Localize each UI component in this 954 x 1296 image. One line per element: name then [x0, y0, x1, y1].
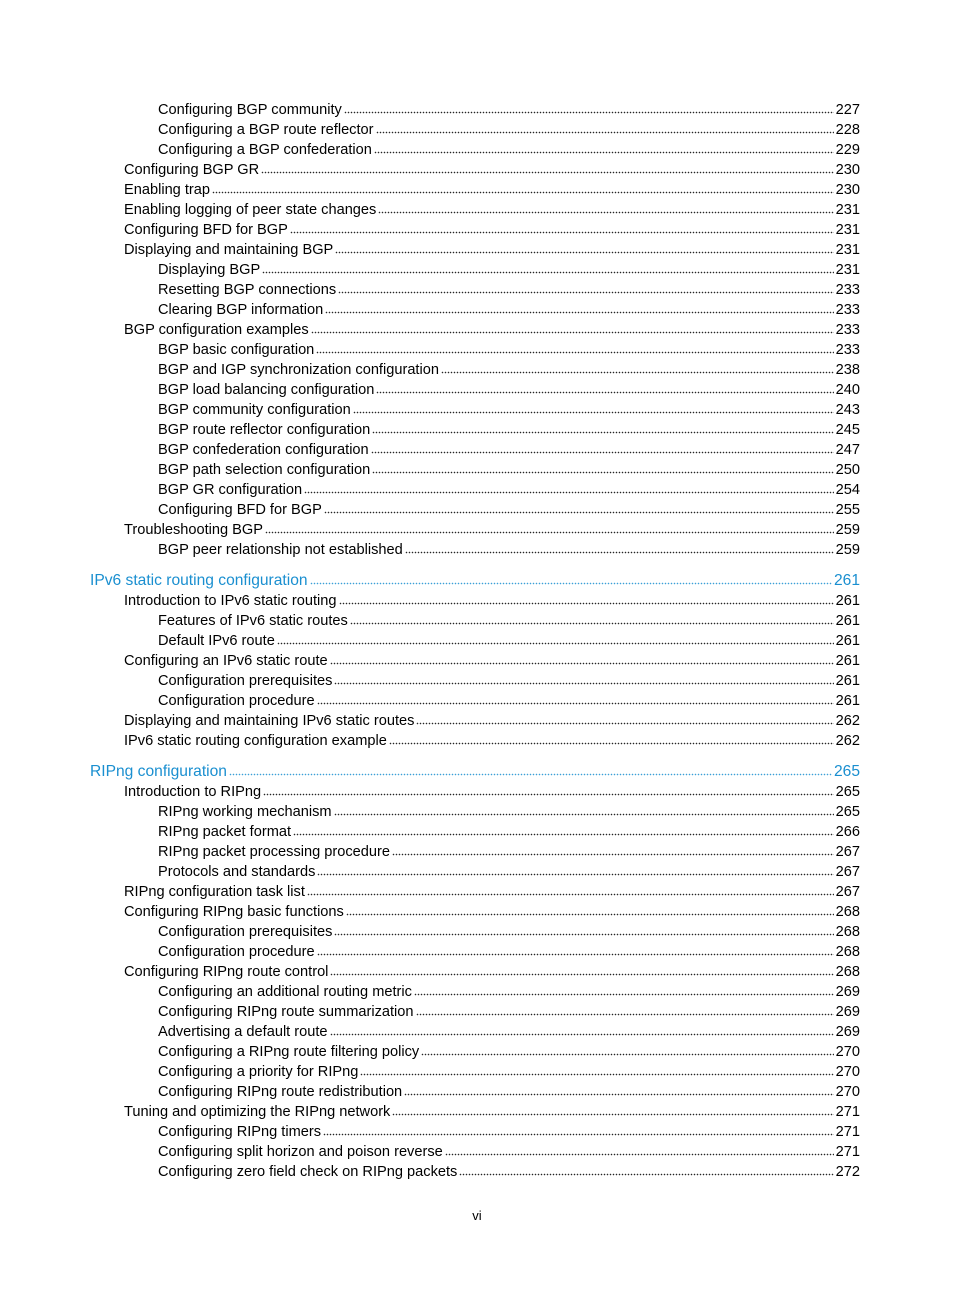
toc-entry-page: 267 — [835, 844, 860, 860]
dot-leader — [350, 620, 834, 626]
toc-entry[interactable] — [0, 1042, 954, 1062]
dot-leader — [339, 600, 834, 606]
dot-leader — [421, 1051, 833, 1057]
dot-leader — [378, 209, 833, 215]
toc-entry[interactable] — [0, 500, 954, 520]
toc-entry-page: 229 — [835, 142, 860, 158]
toc-entry-title: Enabling trap — [124, 182, 211, 198]
toc-entry-title: Displaying BGP — [158, 262, 261, 278]
toc-entry[interactable] — [0, 882, 954, 902]
toc-entry[interactable] — [0, 360, 954, 380]
toc-entry-page: 233 — [835, 342, 860, 358]
toc-entry[interactable] — [0, 160, 954, 180]
dot-leader — [261, 169, 833, 175]
toc-entry-page: 266 — [835, 824, 860, 840]
toc-entry[interactable] — [0, 120, 954, 140]
toc-entry-title: Default IPv6 route — [158, 633, 275, 649]
toc-entry-page: 272 — [835, 1164, 860, 1180]
toc-entry-page: 261 — [835, 673, 860, 689]
toc-entry[interactable] — [0, 440, 954, 460]
dot-leader — [310, 580, 832, 586]
toc-entry-page: 269 — [835, 984, 860, 1000]
toc-entry-page: 270 — [835, 1084, 860, 1100]
toc-entry[interactable] — [0, 1142, 954, 1162]
toc-entry-page: 268 — [835, 904, 860, 920]
toc-entry-title: RIPng packet processing procedure — [158, 844, 391, 860]
toc-entry-page: 259 — [835, 542, 860, 558]
dot-leader — [334, 931, 833, 937]
toc-entry-title: BGP community configuration — [158, 402, 351, 418]
dot-leader — [317, 951, 834, 957]
dot-leader — [335, 249, 833, 255]
toc-entry[interactable] — [0, 1122, 954, 1142]
toc-entry-page: 269 — [835, 1004, 860, 1020]
toc-entry[interactable] — [0, 300, 954, 320]
dot-leader — [338, 289, 833, 295]
toc-entry-page: 259 — [835, 522, 860, 538]
toc-entry-title: Configuring BGP GR — [124, 162, 260, 178]
toc-entry-page: 268 — [835, 944, 860, 960]
dot-leader — [405, 549, 834, 555]
toc-entry[interactable] — [0, 220, 954, 240]
toc-entry-title: Configuring RIPng route summarization — [158, 1004, 414, 1020]
toc-entry[interactable] — [0, 782, 954, 802]
toc-entry-page: 261 — [835, 633, 860, 649]
dot-leader — [212, 189, 834, 195]
dot-leader — [353, 409, 834, 415]
toc-entry-page: 233 — [835, 282, 860, 298]
toc-entry-page: 262 — [835, 713, 860, 729]
toc-entry[interactable] — [0, 862, 954, 882]
toc-entry[interactable] — [0, 520, 954, 540]
toc-entry-page: 230 — [835, 182, 860, 198]
toc-entry[interactable] — [0, 591, 954, 611]
toc-entry-page: 261 — [835, 693, 860, 709]
toc-entry-page: 231 — [835, 222, 860, 238]
toc-entry-title: Introduction to RIPng — [124, 784, 262, 800]
toc-entry-title: Troubleshooting BGP — [124, 522, 263, 538]
dot-leader — [416, 1011, 834, 1017]
dot-leader — [330, 1031, 834, 1037]
toc-entry-page: 233 — [835, 302, 860, 318]
toc-chapter-entry[interactable] — [0, 571, 954, 591]
dot-leader — [290, 229, 834, 235]
dot-leader — [334, 680, 833, 686]
toc-entry-title: Configuring BFD for BGP — [158, 502, 322, 518]
toc-entry[interactable] — [0, 1022, 954, 1042]
toc-entry[interactable] — [0, 340, 954, 360]
toc-entry[interactable] — [0, 1062, 954, 1082]
toc-entry-page: 231 — [835, 242, 860, 258]
toc-entry-title: Configuration procedure — [158, 693, 315, 709]
toc-entry-title: Configuring zero field check on RIPng packets — [158, 1164, 458, 1180]
dot-leader — [317, 700, 834, 706]
toc-entry-title: Tuning and optimizing the RIPng network — [124, 1104, 391, 1120]
dot-leader — [372, 469, 833, 475]
toc-entry[interactable] — [0, 842, 954, 862]
toc-entry-title: RIPng packet format — [158, 824, 292, 840]
toc-entry-page: 268 — [835, 964, 860, 980]
toc-entry-title: Configuration procedure — [158, 944, 315, 960]
toc-entry-page: 267 — [835, 884, 860, 900]
toc-entry-title: BGP load balancing configuration — [158, 382, 375, 398]
toc-entry-title: BGP peer relationship not established — [158, 542, 403, 558]
dot-leader — [392, 1111, 833, 1117]
toc-entry[interactable] — [0, 380, 954, 400]
toc-entry-page: 243 — [835, 402, 860, 418]
toc-entry[interactable] — [0, 240, 954, 260]
dot-leader — [307, 891, 834, 897]
dot-leader — [459, 1171, 833, 1177]
dot-leader — [324, 509, 834, 515]
toc-entry-title: Enabling logging of peer state changes — [124, 202, 377, 218]
toc-entry-title: Configuring an IPv6 static route — [124, 653, 328, 669]
toc-entry[interactable] — [0, 802, 954, 822]
toc-entry-page: 270 — [835, 1064, 860, 1080]
dot-leader — [445, 1151, 834, 1157]
toc-entry-title: Configuring BGP community — [158, 102, 342, 118]
toc-entry[interactable] — [0, 671, 954, 691]
toc-entry[interactable] — [0, 1002, 954, 1022]
toc-entry[interactable] — [0, 480, 954, 500]
dot-leader — [304, 489, 834, 495]
dot-leader — [441, 369, 834, 375]
toc-entry[interactable] — [0, 691, 954, 711]
dot-leader — [316, 349, 833, 355]
toc-entry[interactable] — [0, 460, 954, 480]
toc-entry-page: 240 — [835, 382, 860, 398]
toc-entry-page: 261 — [835, 593, 860, 609]
toc-entry-page: 227 — [835, 102, 860, 118]
toc-entry-title: Displaying and maintaining IPv6 static routes — [124, 713, 415, 729]
page-number: vi — [472, 1208, 482, 1223]
toc-entry-page: 238 — [835, 362, 860, 378]
dot-leader — [263, 791, 834, 797]
toc-entry-page: 261 — [833, 572, 860, 589]
dot-leader — [346, 911, 834, 917]
dot-leader — [330, 971, 833, 977]
toc-entry-title: Resetting BGP connections — [158, 282, 337, 298]
toc-entry-page: 261 — [835, 653, 860, 669]
toc-entry[interactable] — [0, 651, 954, 671]
toc-entry-title: Configuring a priority for RIPng — [158, 1064, 359, 1080]
toc-entry[interactable] — [0, 1162, 954, 1182]
toc-entry-title: Configuring RIPng timers — [158, 1124, 322, 1140]
toc-entry[interactable] — [0, 982, 954, 1002]
dot-leader — [334, 811, 834, 817]
toc-entry-title: BGP and IGP synchronization configuration — [158, 362, 439, 378]
toc-entry[interactable] — [0, 902, 954, 922]
dot-leader — [404, 1091, 833, 1097]
toc-entry-title: Advertising a default route — [158, 1024, 328, 1040]
toc-entry[interactable] — [0, 100, 954, 120]
toc-entry-page: 231 — [835, 202, 860, 218]
toc-entry-title: Clearing BGP information — [158, 302, 324, 318]
dot-leader — [376, 389, 833, 395]
toc-entry[interactable] — [0, 631, 954, 651]
toc-entry-title: Configuring a BGP confederation — [158, 142, 372, 158]
toc-entry-page: 245 — [835, 422, 860, 438]
dot-leader — [311, 329, 834, 335]
toc-entry-page: 233 — [835, 322, 860, 338]
dot-leader — [265, 529, 834, 535]
toc-entry-page: 265 — [835, 784, 860, 800]
toc-entry[interactable] — [0, 942, 954, 962]
toc-entry-title: Configuring a RIPng route filtering policy — [158, 1044, 420, 1060]
toc-entry[interactable] — [0, 140, 954, 160]
toc-entry-title: RIPng configuration task list — [124, 884, 305, 900]
toc-entry-title: Configuring RIPng basic functions — [124, 904, 344, 920]
toc-entry-title: BGP route reflector configuration — [158, 422, 371, 438]
dot-leader — [277, 640, 834, 646]
toc-entry[interactable] — [0, 1082, 954, 1102]
toc-entry[interactable] — [0, 180, 954, 200]
toc-chapter-entry[interactable] — [0, 762, 954, 782]
toc-entry-page: 261 — [835, 613, 860, 629]
toc-entry-title: BGP configuration examples — [124, 322, 309, 338]
toc-entry-page: 271 — [835, 1144, 860, 1160]
toc-entry-page: 230 — [835, 162, 860, 178]
toc-entry[interactable] — [0, 420, 954, 440]
toc-entry-page: 269 — [835, 1024, 860, 1040]
dot-leader — [293, 831, 834, 837]
dot-leader — [389, 740, 834, 746]
toc-entry[interactable] — [0, 962, 954, 982]
toc-entry-page: 255 — [835, 502, 860, 518]
toc-entry-page: 231 — [835, 262, 860, 278]
toc-entry-title: BGP confederation configuration — [158, 442, 369, 458]
toc-entry-title: BGP path selection configuration — [158, 462, 371, 478]
toc-entry-title: Configuration prerequisites — [158, 924, 333, 940]
toc-entry-page: 265 — [835, 804, 860, 820]
toc-entry-title: IPv6 static routing configuration — [90, 572, 308, 589]
toc-entry[interactable] — [0, 260, 954, 280]
toc-entry[interactable] — [0, 280, 954, 300]
toc-entry-title: BGP GR configuration — [158, 482, 303, 498]
toc-entry[interactable] — [0, 822, 954, 842]
toc-entry-title: IPv6 static routing configuration example — [124, 733, 387, 749]
toc-entry[interactable] — [0, 400, 954, 420]
dot-leader — [372, 429, 833, 435]
toc-entry[interactable] — [0, 922, 954, 942]
dot-leader — [323, 1131, 834, 1137]
toc-entry-page: 250 — [835, 462, 860, 478]
dot-leader — [344, 109, 834, 115]
dot-leader — [414, 991, 834, 997]
toc-entry-page: 271 — [835, 1124, 860, 1140]
dot-leader — [325, 309, 833, 315]
toc-entry-title: Configuring an additional routing metric — [158, 984, 412, 1000]
toc-entry-page: 267 — [835, 864, 860, 880]
toc-entry-page: 262 — [835, 733, 860, 749]
dot-leader — [376, 129, 834, 135]
dot-leader — [392, 851, 834, 857]
toc-entry-title: Configuring BFD for BGP — [124, 222, 288, 238]
toc-entry-page: 270 — [835, 1044, 860, 1060]
toc-entry-title: Configuring split horizon and poison reverse — [158, 1144, 443, 1160]
toc-entry[interactable] — [0, 200, 954, 220]
toc-entry-title: Configuring RIPng route control — [124, 964, 329, 980]
toc-entry-title: RIPng working mechanism — [158, 804, 332, 820]
toc-entry-title: RIPng configuration — [90, 763, 227, 780]
dot-leader — [374, 149, 834, 155]
toc-entry-title: Configuring RIPng route redistribution — [158, 1084, 403, 1100]
toc-entry[interactable] — [0, 711, 954, 731]
dot-leader — [229, 771, 832, 777]
toc-entry[interactable] — [0, 1102, 954, 1122]
toc-entry-title: Introduction to IPv6 static routing — [124, 593, 337, 609]
toc-entry-page: 271 — [835, 1104, 860, 1120]
dot-leader — [416, 720, 833, 726]
toc-entry-page: 268 — [835, 924, 860, 940]
dot-leader — [330, 660, 834, 666]
toc-entry-title: Protocols and standards — [158, 864, 316, 880]
toc-entry-page: 254 — [835, 482, 860, 498]
toc-entry-title: Configuring a BGP route reflector — [158, 122, 374, 138]
toc-entry[interactable] — [0, 611, 954, 631]
toc-entry[interactable] — [0, 320, 954, 340]
toc-entry-title: Configuration prerequisites — [158, 673, 333, 689]
toc-entry-page: 265 — [833, 763, 860, 780]
toc-entry-title: Features of IPv6 static routes — [158, 613, 348, 629]
toc-entry-page: 247 — [835, 442, 860, 458]
dot-leader — [262, 269, 833, 275]
toc-entry-title: Displaying and maintaining BGP — [124, 242, 334, 258]
toc-entry-page: 228 — [835, 122, 860, 138]
toc-entry-title: BGP basic configuration — [158, 342, 315, 358]
table-of-contents — [0, 100, 954, 1182]
dot-leader — [371, 449, 834, 455]
dot-leader — [360, 1071, 833, 1077]
toc-entry[interactable] — [0, 540, 954, 560]
dot-leader — [317, 871, 833, 877]
toc-entry[interactable] — [0, 731, 954, 751]
